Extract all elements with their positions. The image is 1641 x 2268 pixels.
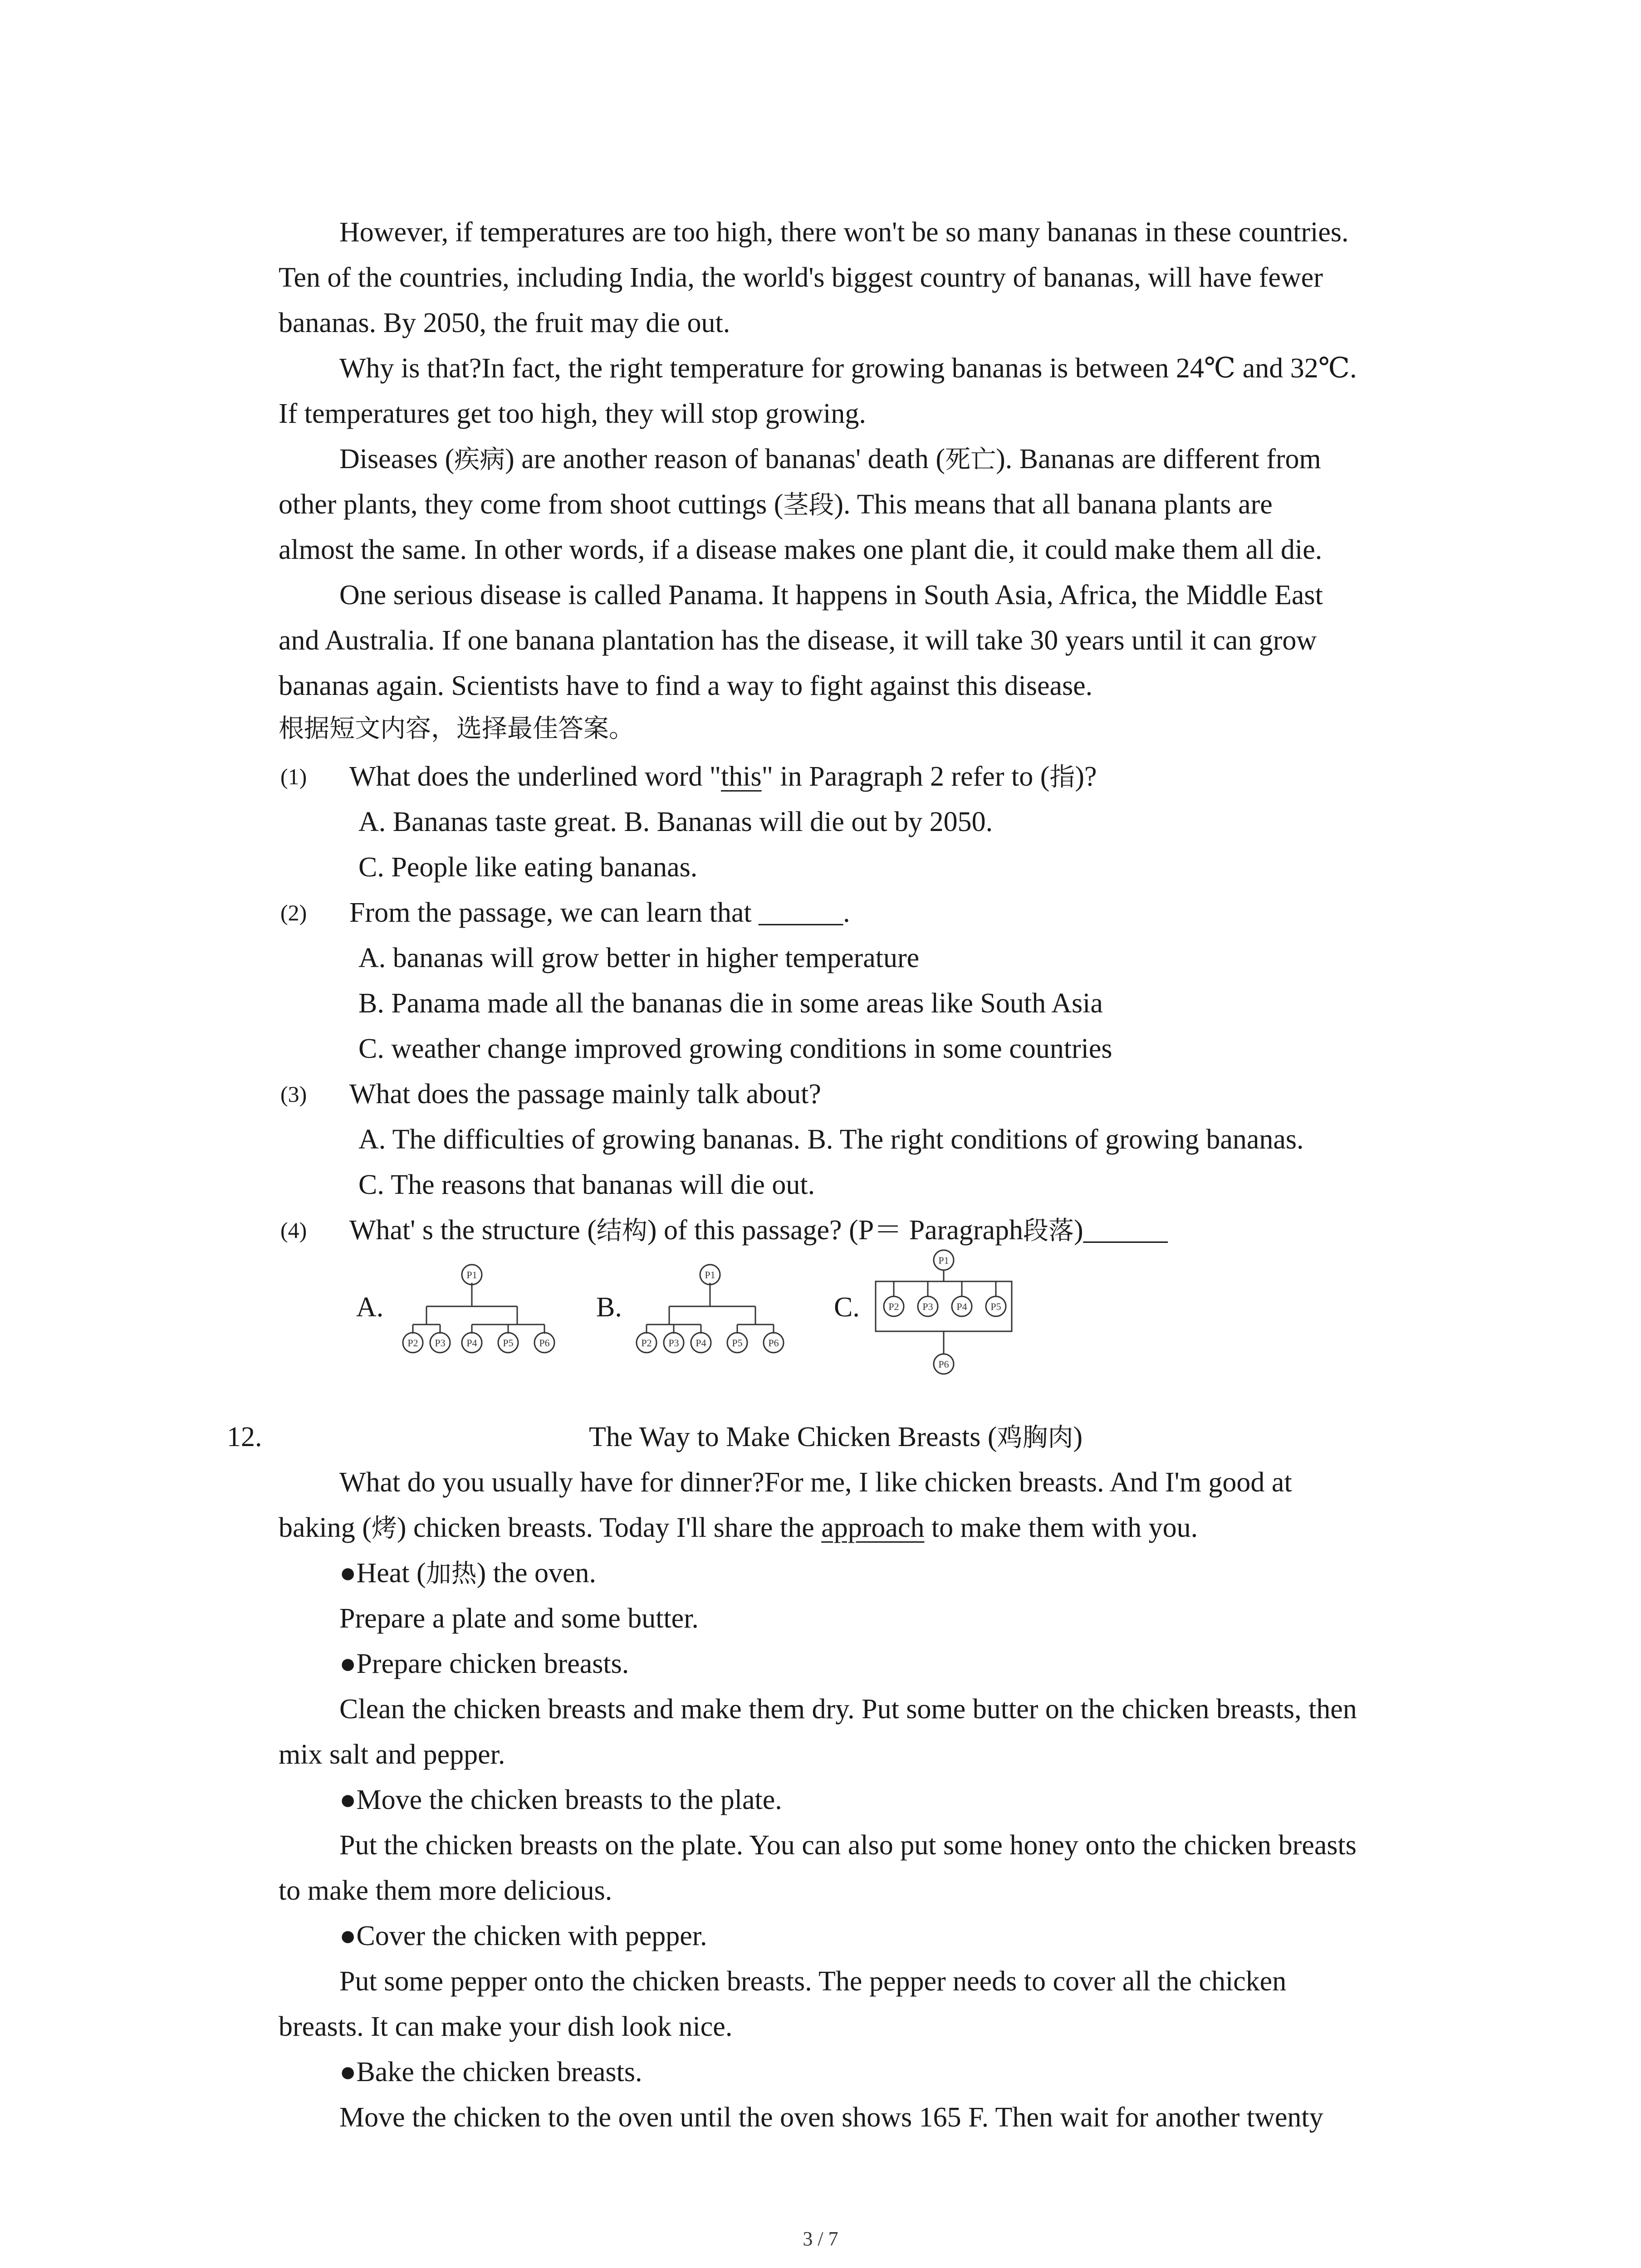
question-number: (4) xyxy=(280,1217,307,1243)
text-span: What' s the structure ( xyxy=(349,1215,597,1246)
node-label: P2 xyxy=(888,1301,899,1312)
passage-line: bananas. By 2050, the fruit may die out. xyxy=(279,308,730,338)
question-number: (2) xyxy=(280,900,307,925)
chinese-gloss: 段落 xyxy=(1023,1216,1074,1246)
node-label: P5 xyxy=(503,1337,514,1349)
chinese-gloss: 加热 xyxy=(426,1559,477,1589)
answer-option: A. bananas will grow better in higher temperature xyxy=(358,943,920,973)
step-heading: ●Cover the chicken with pepper. xyxy=(339,1921,707,1951)
text-span: other plants, they come from shoot cuttings ( xyxy=(279,489,784,520)
text-span: ) chicken breasts. Today I'll share the xyxy=(397,1512,822,1543)
answer-options: A. The difficulties of growing bananas. B. The right conditions of growing bananas. xyxy=(358,1124,1304,1155)
passage-line: If temperatures get too high, they will stop growing. xyxy=(279,398,866,429)
node-label: P2 xyxy=(407,1337,418,1349)
text-span: Diseases ( xyxy=(339,444,455,474)
step-text: Put the chicken breasts on the plate. You can also put some honey onto the chicken breasts xyxy=(339,1830,1357,1861)
text-span: ). This means that all banana plants are xyxy=(834,489,1273,520)
structure-diagram-c xyxy=(867,1243,1030,1393)
step-heading: ●Bake the chicken breasts. xyxy=(339,2057,642,2087)
question-text: From the passage, we can learn that ______. xyxy=(349,897,850,928)
instruction: 根据短文内容，选择最佳答案。 xyxy=(279,714,634,743)
answer-option: C. The reasons that bananas will die out. xyxy=(358,1169,815,1200)
text-span: baking ( xyxy=(279,1512,372,1543)
passage-line: and Australia. If one banana plantation has the disease, it will take 30 years until it can grow xyxy=(279,625,1317,656)
step-heading: ●Move the chicken breasts to the plate. xyxy=(339,1784,782,1815)
passage-line xyxy=(279,482,1273,528)
passage-line xyxy=(339,436,1321,483)
node-label: P6 xyxy=(539,1337,550,1349)
node-label: P5 xyxy=(990,1301,1001,1312)
node-label: P3 xyxy=(922,1301,933,1312)
node-label: P2 xyxy=(641,1337,652,1349)
answer-options: A. Bananas taste great. B. Bananas will die out by 2050. xyxy=(358,807,993,837)
section-title xyxy=(589,1414,1083,1461)
step-text: breasts. It can make your dish look nice. xyxy=(279,2011,733,2042)
text-span: ) of this passage? (P＝ Paragraph xyxy=(647,1215,1024,1246)
chinese-gloss: 死亡 xyxy=(945,445,996,474)
node-label: P1 xyxy=(938,1255,949,1266)
question-number: (1) xyxy=(280,764,307,789)
node-label: P4 xyxy=(956,1301,967,1312)
node-label: P6 xyxy=(768,1337,779,1349)
chinese-gloss: 结构 xyxy=(596,1216,647,1246)
text-span: )______ xyxy=(1074,1215,1168,1246)
text-span: ) xyxy=(1073,1422,1083,1452)
answer-option: B. Panama made all the bananas die in some areas like South Asia xyxy=(358,988,1103,1019)
step-text: Prepare a plate and some butter. xyxy=(339,1603,699,1634)
chinese-gloss: 疾病 xyxy=(454,445,505,474)
section-number: 12. xyxy=(227,1422,262,1452)
passage-line: However, if temperatures are too high, there won't be so many bananas in these countries. xyxy=(339,217,1349,248)
step-text: Move the chicken to the oven until the oven shows 165 F. Then wait for another twenty xyxy=(339,2102,1323,2133)
text-span: )? xyxy=(1075,761,1097,792)
structure-diagram-a xyxy=(395,1261,558,1383)
step-heading: ●Prepare chicken breasts. xyxy=(339,1648,629,1679)
step-text: to make them more delicious. xyxy=(279,1875,612,1906)
page-number: 3 / 7 xyxy=(803,2228,838,2250)
text-span: ). Bananas are different from xyxy=(996,444,1321,474)
passage-line: Ten of the countries, including India, the world's biggest country of bananas, will have fewer xyxy=(279,262,1323,293)
text-span: to make them with you. xyxy=(924,1512,1198,1543)
step-text: mix salt and pepper. xyxy=(279,1739,505,1770)
node-label: P4 xyxy=(696,1337,706,1349)
node-label: P4 xyxy=(466,1337,477,1349)
node-label: P5 xyxy=(732,1337,743,1349)
text-span: " in Paragraph 2 refer to ( xyxy=(761,761,1050,792)
text-span: What does the underlined word " xyxy=(349,761,721,792)
diagram-label-b: B. xyxy=(596,1292,622,1323)
underlined-word: this xyxy=(721,761,762,792)
structure-diagram-b xyxy=(633,1261,796,1383)
chinese-gloss: 指 xyxy=(1049,763,1075,792)
question-number: (3) xyxy=(280,1081,307,1107)
step-text: Clean the chicken breasts and make them dry. Put some butter on the chicken breasts, then xyxy=(339,1694,1357,1725)
body-line: What do you usually have for dinner?For me, I like chicken breasts. And I'm good at xyxy=(339,1467,1292,1498)
answer-option: C. weather change improved growing conditions in some countries xyxy=(358,1033,1112,1064)
text-span: ) are another reason of bananas' death ( xyxy=(505,444,945,474)
node-label: P3 xyxy=(435,1337,446,1349)
diagram-label-c: C. xyxy=(834,1292,860,1323)
text-span: The Way to Make Chicken Breasts ( xyxy=(589,1422,997,1452)
node-label: P3 xyxy=(668,1337,679,1349)
passage-line: Why is that?In fact, the right temperature for growing bananas is between 24℃ and 32℃. xyxy=(339,353,1357,384)
node-label: P1 xyxy=(466,1269,477,1281)
chinese-gloss: 烤 xyxy=(371,1514,397,1543)
question-text xyxy=(349,1207,1168,1254)
body-line xyxy=(279,1505,1198,1551)
question-text: What does the passage mainly talk about? xyxy=(349,1079,821,1110)
underlined-word: approach xyxy=(821,1512,925,1543)
diagram-label-a: A. xyxy=(356,1292,384,1323)
chinese-gloss: 茎段 xyxy=(783,490,834,520)
question-text xyxy=(349,754,1097,800)
node-label: P1 xyxy=(705,1269,715,1281)
text-span: ●Heat ( xyxy=(339,1558,426,1589)
chinese-gloss: 鸡胸肉 xyxy=(997,1423,1073,1452)
text-span: ) the oven. xyxy=(476,1558,597,1589)
node-label: P6 xyxy=(938,1359,949,1370)
passage-line: almost the same. In other words, if a disease makes one plant die, it could make them all die. xyxy=(279,534,1323,565)
step-heading xyxy=(339,1550,596,1597)
passage-line: bananas again. Scientists have to find a way to fight against this disease. xyxy=(279,670,1093,701)
passage-line: One serious disease is called Panama. It happens in South Asia, Africa, the Middle East xyxy=(339,580,1323,611)
step-text: Put some pepper onto the chicken breasts. The pepper needs to cover all the chicken xyxy=(339,1966,1287,1997)
answer-option: C. People like eating bananas. xyxy=(358,852,698,883)
